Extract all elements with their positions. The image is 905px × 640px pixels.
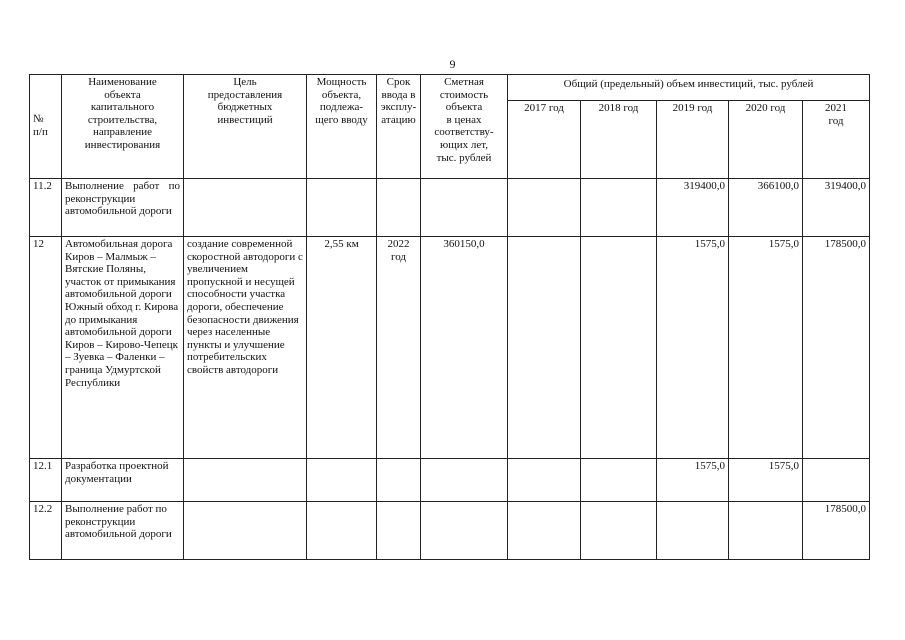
row-term xyxy=(377,502,421,560)
row-name: Выполнение работ по реконструкции автомобильной дороги xyxy=(62,502,184,560)
row-2019 xyxy=(657,502,729,560)
header-capacity: Мощность объекта, подлежа- щего вводу xyxy=(307,75,377,179)
row-2017 xyxy=(508,237,581,459)
row-2019: 1575,0 xyxy=(657,237,729,459)
header-name: Наименование объекта капитального строительства, направление инвестирования xyxy=(62,75,184,179)
row-num: 12.2 xyxy=(30,502,62,560)
table-row xyxy=(30,237,870,459)
header-num: № п/п xyxy=(30,75,62,179)
row-2018 xyxy=(581,502,657,560)
row-goal: создание современной скоростной автодороги с увеличением пропускной и несущей способности участка дороги, обеспечение безопасности движения через населенные пункты и улучшение потребительских свойств автодороги xyxy=(184,237,307,459)
header-year-2020: 2020 год xyxy=(729,101,803,179)
row-2020: 1575,0 xyxy=(729,237,803,459)
row-2019: 319400,0 xyxy=(657,179,729,237)
header-year-2018: 2018 год xyxy=(581,101,657,179)
header-term: Срок ввода в эксплу- атацию xyxy=(377,75,421,179)
row-name: Разработка проектной документации xyxy=(62,459,184,502)
row-capacity xyxy=(307,179,377,237)
row-term xyxy=(377,459,421,502)
row-2021: 178500,0 xyxy=(803,237,870,459)
row-num: 11.2 xyxy=(30,179,62,237)
row-term: 2022 год xyxy=(377,237,421,459)
row-num: 12.1 xyxy=(30,459,62,502)
page-number: 9 xyxy=(449,57,456,71)
row-name: Автомобильная дорога Киров – Малмыж – Вятские Поляны, участок от примыкания автомобильной дороги Южный обход г. Кирова до примыкания автомобильной дороги Киров – Кирово-Чепецк – Зуевка – Фаленки – граница Удмуртской Республики xyxy=(62,237,184,459)
row-cost xyxy=(421,459,508,502)
row-2017 xyxy=(508,502,581,560)
header-year-2019: 2019 год xyxy=(657,101,729,179)
row-capacity: 2,55 км xyxy=(307,237,377,459)
row-term xyxy=(377,179,421,237)
row-2021: 319400,0 xyxy=(803,179,870,237)
row-goal xyxy=(184,502,307,560)
header-invest: Общий (предельный) объем инвестиций, тыс. рублей xyxy=(508,75,870,101)
row-capacity xyxy=(307,502,377,560)
row-2020 xyxy=(729,502,803,560)
row-goal xyxy=(184,179,307,237)
row-capacity xyxy=(307,459,377,502)
table-row xyxy=(30,502,870,560)
header-row-1 xyxy=(30,75,870,101)
header-cost: Сметная стоимость объекта в ценах соответству- ющих лет, тыс. рублей xyxy=(421,75,508,179)
row-cost: 360150,0 xyxy=(421,237,508,459)
header-goal: Цель предоставления бюджетных инвестиций xyxy=(184,75,307,179)
row-2020: 366100,0 xyxy=(729,179,803,237)
row-2017 xyxy=(508,179,581,237)
row-2021 xyxy=(803,459,870,502)
row-name: Выполнение работ по реконструкции автомобильной дороги xyxy=(62,179,184,237)
row-2017 xyxy=(508,459,581,502)
table-row xyxy=(30,459,870,502)
table-row xyxy=(30,179,870,237)
header-year-2017: 2017 год xyxy=(508,101,581,179)
row-2018 xyxy=(581,459,657,502)
row-2021: 178500,0 xyxy=(803,502,870,560)
row-2019: 1575,0 xyxy=(657,459,729,502)
row-2020: 1575,0 xyxy=(729,459,803,502)
row-2018 xyxy=(581,179,657,237)
row-num: 12 xyxy=(30,237,62,459)
row-goal xyxy=(184,459,307,502)
row-2018 xyxy=(581,237,657,459)
header-year-2021: 2021 год xyxy=(803,101,870,179)
row-cost xyxy=(421,179,508,237)
row-cost xyxy=(421,502,508,560)
investment-table xyxy=(29,74,870,560)
